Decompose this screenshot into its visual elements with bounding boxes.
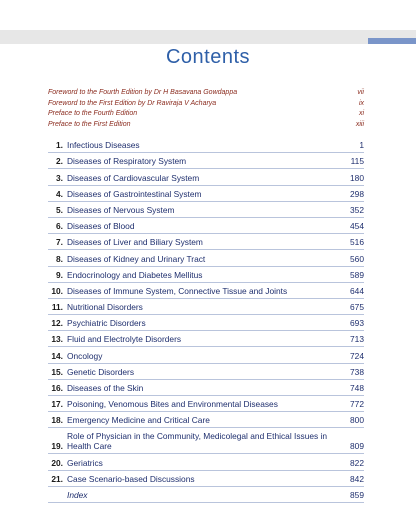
chapter-title: Diseases of Respiratory System [67, 156, 187, 167]
chapter-row[interactable] [48, 153, 364, 169]
chapter-page: 748 [350, 383, 364, 393]
chapter-title: Endocrinology and Diabetes Mellitus [67, 269, 203, 280]
chapter-title: Diseases of Kidney and Urinary Tract [67, 253, 206, 264]
chapter-number: 8. [56, 253, 63, 264]
chapter-number: 11. [51, 302, 63, 313]
chapter-title: Diseases of Nervous System [67, 204, 175, 215]
chapter-title: Genetic Disorders [67, 366, 135, 377]
chapter-page: 115 [350, 156, 364, 167]
chapter-page: 809 [350, 441, 364, 452]
chapter-title: Diseases of Cardiovascular System [67, 172, 200, 183]
prelims-list [48, 88, 364, 130]
chapter-number: 6. [56, 221, 63, 232]
chapter-number: 4. [56, 188, 63, 199]
chapter-page: 516 [350, 237, 364, 248]
chapter-title: Nutritional Disorders [67, 302, 143, 313]
chapter-row[interactable] [48, 315, 364, 331]
chapter-row[interactable] [48, 186, 364, 202]
chapter-title: Diseases of Gastrointestinal System [67, 188, 202, 199]
chapter-page: 822 [350, 457, 364, 468]
chapter-title: Fluid and Electrolyte Disorders [67, 334, 182, 345]
prelim-page: xi [358, 110, 364, 117]
header-band [0, 30, 416, 44]
prelim-item[interactable] [48, 88, 364, 99]
chapter-page: 644 [350, 285, 364, 296]
chapter-list [48, 137, 364, 503]
chapter-row[interactable] [48, 283, 364, 299]
chapter-row[interactable] [48, 428, 364, 454]
chapter-title: Diseases of the Skin [67, 383, 144, 393]
chapter-row[interactable] [48, 454, 364, 470]
chapter-page: 713 [350, 334, 364, 345]
chapter-row[interactable] [48, 331, 364, 347]
chapter-page: 180 [350, 172, 364, 183]
chapter-row[interactable] [48, 396, 364, 412]
chapter-page: 589 [350, 269, 364, 280]
chapter-number: 17. [51, 399, 63, 410]
chapter-page: 352 [350, 204, 364, 215]
chapter-title: Oncology [67, 350, 103, 361]
chapter-page: 675 [350, 302, 364, 313]
chapter-title: Emergency Medicine and Critical Care [67, 415, 210, 426]
prelim-item[interactable] [48, 120, 364, 131]
chapter-number: 15. [51, 366, 63, 377]
chapter-page: 1 [359, 140, 364, 151]
chapter-row[interactable] [48, 299, 364, 315]
chapter-title: Psychiatric Disorders [67, 318, 146, 329]
chapter-title: Infectious Diseases [67, 140, 140, 151]
chapter-number: 7. [56, 237, 63, 248]
chapter-row[interactable] [48, 169, 364, 185]
chapter-page: 454 [350, 221, 364, 232]
prelim-title: Foreword to the First Edition by Dr Raviraja V Acharya [48, 99, 217, 107]
chapter-title: Diseases of Immune System, Connective Tissue and Joints [67, 285, 288, 296]
prelim-item[interactable] [48, 99, 364, 110]
chapter-page: 724 [350, 350, 364, 361]
chapter-row[interactable] [48, 250, 364, 266]
chapter-row[interactable] [48, 347, 364, 363]
chapter-row[interactable] [48, 218, 364, 234]
chapter-row[interactable] [48, 202, 364, 218]
chapter-row[interactable] [48, 364, 364, 380]
chapter-number: 20. [51, 457, 63, 468]
chapter-number: 12. [51, 318, 63, 329]
chapter-row[interactable] [48, 267, 364, 283]
index-page: 859 [350, 489, 364, 500]
index-title: Index [67, 489, 88, 500]
chapter-number: 9. [56, 269, 63, 280]
chapter-page: 738 [350, 366, 364, 377]
chapter-title: Role of Physician in the Community, Medicolegal and Ethical Issues in Health Care [67, 431, 328, 452]
chapter-number: 13. [51, 334, 63, 345]
prelim-title: Preface to the First Edition [48, 120, 131, 128]
chapter-page: 800 [350, 415, 364, 426]
chapter-page: 298 [350, 188, 364, 199]
prelim-page: xiii [355, 120, 364, 128]
chapter-number: 21. [51, 473, 63, 484]
chapter-number: 16. [51, 383, 63, 393]
page-title: Contents [165, 46, 251, 68]
chapter-page: 842 [350, 473, 364, 484]
chapter-number: 2. [56, 156, 63, 167]
prelim-page: ix [358, 99, 364, 107]
chapter-row[interactable] [48, 412, 364, 428]
prelim-item[interactable] [48, 109, 364, 120]
chapter-title: Geriatrics [67, 457, 103, 468]
chapter-title: Diseases of Liver and Biliary System [67, 237, 203, 248]
index-row[interactable] [48, 487, 364, 503]
chapter-row[interactable] [48, 234, 364, 250]
index-number-spacer [48, 500, 67, 502]
chapter-row[interactable] [48, 380, 364, 396]
chapter-title: Diseases of Blood [67, 221, 135, 232]
chapter-number: 14. [51, 350, 63, 361]
prelim-page: vii [357, 89, 364, 96]
chapter-row[interactable] [48, 137, 364, 153]
chapter-page: 560 [350, 253, 364, 264]
chapter-title: Poisoning, Venomous Bites and Environmental Diseases [67, 399, 278, 410]
chapter-page: 772 [350, 399, 364, 410]
chapter-number: 19. [51, 441, 63, 452]
chapter-number: 1. [56, 140, 63, 151]
prelim-title: Preface to the Fourth Edition [48, 110, 138, 117]
chapter-number: 10. [51, 285, 63, 296]
chapter-number: 3. [56, 172, 63, 183]
chapter-page: 693 [350, 318, 364, 329]
chapter-row[interactable] [48, 471, 364, 487]
chapter-number: 5. [56, 204, 63, 215]
chapter-title: Case Scenario-based Discussions [67, 473, 195, 484]
prelim-title: Foreword to the Fourth Edition by Dr H Basavana Gowdappa [48, 89, 238, 96]
chapter-number: 18. [51, 415, 63, 426]
